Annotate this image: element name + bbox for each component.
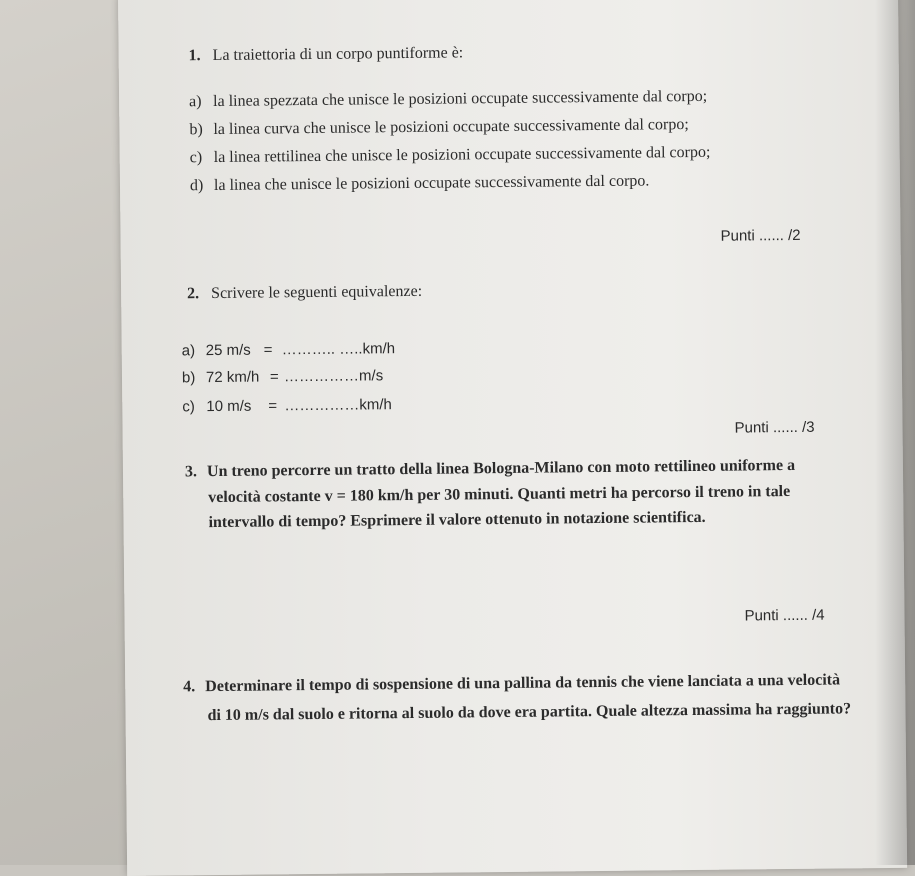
question-3-line-3: intervallo di tempo? Esprimere il valore ottenuto in notazione scientifica. bbox=[208, 508, 706, 532]
answer-blank[interactable]: ……….. ….. bbox=[281, 340, 363, 359]
worksheet-paper bbox=[118, 0, 907, 876]
item-unit: km/h bbox=[362, 340, 396, 358]
question-text: Scrivere le seguenti equivalenze: bbox=[211, 282, 423, 303]
option-letter: a) bbox=[189, 93, 202, 111]
item-value: 25 m/s bbox=[205, 341, 251, 360]
question-number: 3. bbox=[184, 463, 198, 481]
item-equals: = bbox=[263, 341, 273, 359]
item-unit: m/s bbox=[358, 367, 384, 385]
option-text: la linea curva che unisce le posizioni occupate successivamente dal corpo; bbox=[213, 116, 689, 139]
question-2 bbox=[187, 283, 422, 303]
question-number: 1. bbox=[188, 47, 201, 65]
q2-item-b bbox=[182, 367, 383, 386]
question-number: 4. bbox=[183, 678, 196, 696]
question-text: Un treno percorre un tratto della linea Bologna-Milano con moto rettilineo uniforme a bbox=[206, 456, 796, 481]
question-1 bbox=[189, 44, 464, 65]
answer-blank[interactable]: …………… bbox=[284, 396, 360, 415]
question-4-line-1 bbox=[183, 671, 840, 696]
question-number: 2. bbox=[187, 285, 200, 303]
item-letter: a) bbox=[181, 342, 196, 360]
answer-blank[interactable]: …………… bbox=[283, 367, 360, 386]
question-3-line-2: velocità costante v = 180 km/h per 30 minuti. Quanti metri ha percorso il treno in tale bbox=[208, 482, 791, 507]
q2-points: Punti ...... /3 bbox=[734, 418, 815, 437]
q1-option-b bbox=[189, 116, 689, 139]
item-value: 10 m/s bbox=[206, 397, 252, 416]
option-letter: c) bbox=[189, 149, 203, 167]
question-4-line-2: di 10 m/s dal suolo e ritorna al suolo da dove era partita. Quale altezza massima ha raggiunto? bbox=[207, 700, 852, 725]
item-letter: b) bbox=[181, 369, 196, 387]
right-edge-shadow bbox=[875, 0, 915, 865]
q1-option-a bbox=[189, 88, 707, 111]
option-text: la linea spezzata che unisce le posizioni occupate successivamente dal corpo; bbox=[213, 87, 708, 111]
option-letter: d) bbox=[189, 177, 204, 195]
q1-option-c bbox=[190, 144, 711, 167]
q2-item-c bbox=[182, 396, 392, 415]
q1-option-d bbox=[190, 172, 650, 195]
q3-points: Punti ...... /4 bbox=[744, 606, 825, 625]
item-unit: km/h bbox=[359, 396, 392, 414]
option-text: la linea che unisce le posizioni occupate successivamente dal corpo. bbox=[213, 172, 650, 195]
q1-points: Punti ...... /2 bbox=[720, 226, 801, 245]
question-text: La traiettoria di un corpo puntiforme è: bbox=[212, 44, 464, 65]
q2-item-a bbox=[182, 340, 396, 359]
item-value: 72 km/h bbox=[205, 368, 260, 387]
question-text: Determinare il tempo di sospensione di una pallina da tennis che viene lanciata a una velocità bbox=[205, 671, 841, 696]
option-text: la linea rettilinea che unisce le posizioni occupate successivamente dal corpo; bbox=[213, 143, 711, 167]
option-letter: b) bbox=[189, 121, 203, 139]
item-equals: = bbox=[269, 368, 279, 386]
question-3-line-1 bbox=[185, 457, 795, 481]
item-equals: = bbox=[268, 397, 278, 415]
item-letter: c) bbox=[182, 398, 195, 416]
